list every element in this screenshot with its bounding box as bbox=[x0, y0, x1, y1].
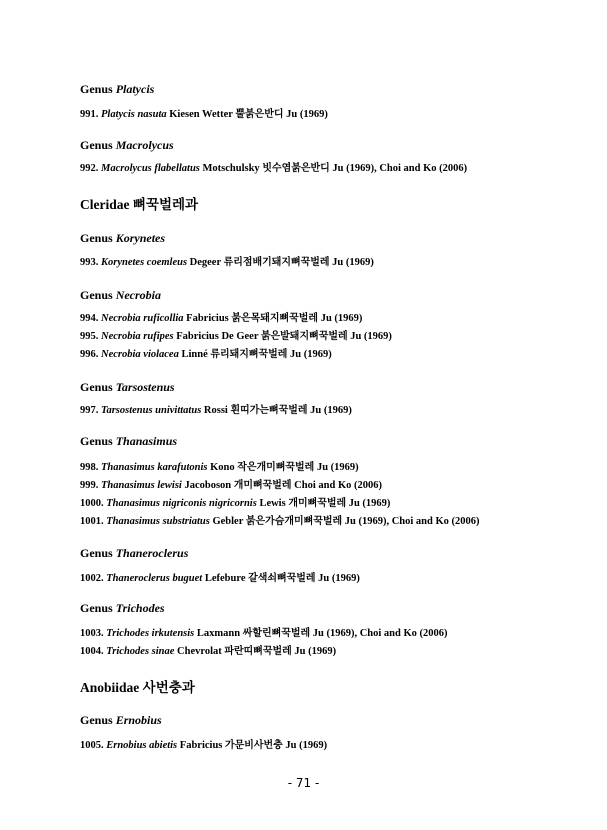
species-entry bbox=[80, 477, 382, 491]
korean-name: 붉은가슴개미뼈꾹벌레 bbox=[245, 516, 343, 527]
author-name: Rossi bbox=[203, 405, 228, 416]
author-name: Lefebure bbox=[204, 573, 246, 584]
genus-heading bbox=[80, 380, 175, 395]
author-name: Degeer bbox=[189, 257, 221, 268]
genus-name: Korynetes bbox=[115, 231, 166, 245]
genus-heading bbox=[80, 546, 188, 561]
species-entry bbox=[80, 106, 328, 120]
genus-label: Genus bbox=[80, 601, 113, 615]
species-entry bbox=[80, 328, 392, 342]
species-entry bbox=[80, 254, 374, 268]
species-entry bbox=[80, 346, 332, 360]
species-name: Thanasimus karafutonis bbox=[101, 462, 208, 473]
genus-label: Genus bbox=[80, 288, 113, 302]
references: Ju (1969) bbox=[350, 331, 392, 342]
genus-heading bbox=[80, 601, 165, 616]
author-name: Linné bbox=[181, 349, 208, 360]
genus-name: Platycis bbox=[115, 82, 155, 96]
author-name: Motschulsky bbox=[202, 163, 260, 174]
species-entry bbox=[80, 625, 448, 639]
genus-heading bbox=[80, 231, 165, 246]
author-name: Fabricius bbox=[179, 740, 223, 751]
genus-heading bbox=[80, 288, 161, 303]
family-latin-name: Cleridae bbox=[80, 197, 130, 212]
references: Ju (1969) bbox=[316, 462, 359, 473]
genus-name: Necrobia bbox=[115, 288, 162, 302]
genus-name: Tarsostenus bbox=[115, 380, 175, 394]
author-name: Gebler bbox=[212, 516, 244, 527]
species-entry bbox=[80, 643, 336, 657]
genus-name: Thaneroclerus bbox=[115, 546, 189, 560]
species-name: Trichodes sinae bbox=[106, 646, 175, 657]
genus-label: Genus bbox=[80, 82, 113, 96]
species-name: Thanasimus lewisi bbox=[101, 480, 182, 491]
species-entry bbox=[80, 459, 359, 473]
korean-name: 흰띠가는뼈꾹벌레 bbox=[230, 405, 308, 416]
genus-heading bbox=[80, 713, 162, 728]
entry-number: 991. bbox=[80, 109, 99, 120]
species-name: Tarsostenus univittatus bbox=[101, 405, 202, 416]
entry-number: 1001. bbox=[80, 516, 104, 527]
species-name: Thaneroclerus buguet bbox=[106, 573, 203, 584]
genus-name: Trichodes bbox=[115, 601, 165, 615]
species-name: Macrolycus flabellatus bbox=[101, 163, 200, 174]
korean-name: 류리돼지뼈꾹벌레 bbox=[210, 349, 288, 360]
references: Ju (1969), Choi and Ko (2006) bbox=[312, 628, 448, 639]
genus-label: Genus bbox=[80, 231, 113, 245]
species-entry bbox=[80, 402, 352, 416]
entry-number: 997. bbox=[80, 405, 99, 416]
genus-heading bbox=[80, 138, 174, 153]
genus-label: Genus bbox=[80, 546, 113, 560]
author-name: Kiesen Wetter bbox=[169, 109, 233, 120]
entry-number: 994. bbox=[80, 313, 99, 324]
author-name: Kono bbox=[210, 462, 235, 473]
family-heading bbox=[80, 193, 198, 213]
genus-label: Genus bbox=[80, 713, 113, 727]
author-name: Chevrolat bbox=[177, 646, 222, 657]
family-korean-name: 사번충과 bbox=[142, 680, 195, 696]
author-name: Fabricius bbox=[186, 313, 229, 324]
species-name: Trichodes irkutensis bbox=[106, 628, 195, 639]
page-number: - 71 - bbox=[287, 776, 320, 790]
references: Ju (1969) bbox=[348, 498, 391, 509]
references: Ju (1969) bbox=[320, 313, 363, 324]
genus-label: Genus bbox=[80, 434, 113, 448]
references: Choi and Ko (2006) bbox=[294, 480, 382, 491]
entry-number: 1005. bbox=[80, 740, 104, 751]
entry-number: 998. bbox=[80, 462, 99, 473]
genus-label: Genus bbox=[80, 138, 113, 152]
species-name: Necrobia violacea bbox=[101, 349, 179, 360]
entry-number: 999. bbox=[80, 480, 99, 491]
entry-number: 1000. bbox=[80, 498, 104, 509]
species-name: Korynetes coemleus bbox=[101, 257, 188, 268]
korean-name: 가문비사번충 bbox=[225, 740, 283, 751]
korean-name: 붉은발돼지뼈꾹벌레 bbox=[260, 331, 348, 342]
family-latin-name: Anobiidae bbox=[80, 680, 140, 695]
korean-name: 뿔붉은반디 bbox=[235, 109, 284, 120]
korean-name: 붉은목돼지뼈꾹벌레 bbox=[231, 313, 319, 324]
entry-number: 995. bbox=[80, 331, 99, 342]
species-name: Necrobia rufipes bbox=[101, 331, 174, 342]
genus-name: Ernobius bbox=[115, 713, 162, 727]
entry-number: 996. bbox=[80, 349, 99, 360]
species-entry bbox=[80, 513, 480, 527]
references: Ju (1969) bbox=[332, 257, 374, 268]
korean-name: 싸할린뼈꾹벌레 bbox=[242, 628, 311, 639]
references: Ju (1969), Choi and Ko (2006) bbox=[332, 163, 468, 174]
species-entry bbox=[80, 737, 327, 751]
references: Ju (1969), Choi and Ko (2006) bbox=[344, 516, 480, 527]
entry-number: 1004. bbox=[80, 646, 104, 657]
korean-name: 개미뼈꾹벌레 bbox=[233, 480, 292, 491]
korean-name: 작은개미뼈꾹벌레 bbox=[237, 462, 315, 473]
korean-name: 빗수염붉은반디 bbox=[262, 163, 330, 174]
entry-number: 1002. bbox=[80, 573, 104, 584]
genus-label: Genus bbox=[80, 380, 113, 394]
author-name: Jacoboson bbox=[184, 480, 232, 491]
family-korean-name: 뼈꾹벌레과 bbox=[132, 197, 199, 213]
entry-number: 1003. bbox=[80, 628, 104, 639]
korean-name: 류리점배기돼지뼈꾹벌레 bbox=[223, 257, 330, 268]
genus-name: Macrolycus bbox=[115, 138, 174, 152]
references: Ju (1969) bbox=[285, 740, 328, 751]
genus-name: Thanasimus bbox=[115, 434, 178, 448]
korean-name: 갈색쇠뼈꾹벌레 bbox=[248, 573, 316, 584]
species-name: Ernobius abietis bbox=[106, 740, 178, 751]
species-name: Necrobia ruficollia bbox=[101, 313, 184, 324]
author-name: Fabricius De Geer bbox=[176, 331, 259, 342]
family-heading bbox=[80, 676, 195, 696]
species-name: Platycis nasuta bbox=[101, 109, 167, 120]
references: Ju (1969) bbox=[310, 405, 352, 416]
species-entry bbox=[80, 310, 362, 324]
references: Ju (1969) bbox=[286, 109, 328, 120]
korean-name: 파란띠뼈꾹벌레 bbox=[224, 646, 292, 657]
author-name: Lewis bbox=[259, 498, 286, 509]
entry-number: 992. bbox=[80, 163, 99, 174]
species-name: Thanasimus nigriconis nigricornis bbox=[106, 498, 257, 509]
genus-heading bbox=[80, 434, 177, 449]
genus-heading bbox=[80, 82, 154, 97]
entry-number: 993. bbox=[80, 257, 99, 268]
references: Ju (1969) bbox=[294, 646, 337, 657]
author-name: Laxmann bbox=[196, 628, 241, 639]
species-entry bbox=[80, 160, 467, 174]
species-entry bbox=[80, 495, 390, 509]
species-entry bbox=[80, 570, 360, 584]
korean-name: 개미뼈꾹벌레 bbox=[288, 498, 347, 509]
species-name: Thanasimus substriatus bbox=[106, 516, 210, 527]
references: Ju (1969) bbox=[290, 349, 332, 360]
references: Ju (1969) bbox=[318, 573, 360, 584]
